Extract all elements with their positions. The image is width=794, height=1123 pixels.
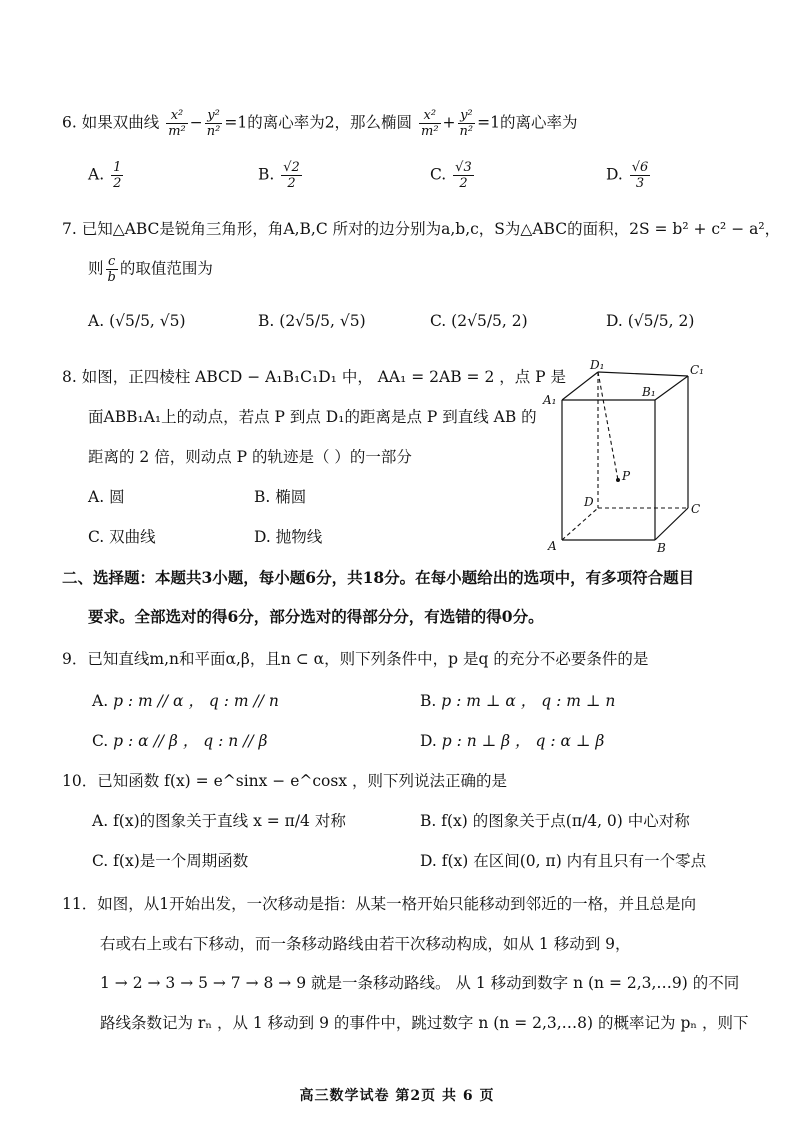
option-label: C.	[92, 732, 109, 750]
label-b: B	[657, 541, 666, 555]
q10-number: 10．	[62, 772, 98, 790]
q10-stem	[62, 770, 507, 792]
q9-text: 已知直线m,n和平面α,β，且n ⊂ α，则下列条件中，p 是q 的充分不必要条件的是	[87, 650, 649, 668]
q10-option-c	[92, 850, 248, 872]
option-label: A.	[92, 812, 109, 830]
q8-text-2: 面ABB₁A₁上的动点，若点 P 到点 D₁的距离是点 P 到直线 AB 的	[88, 408, 537, 426]
edge-b1c1	[655, 376, 688, 400]
option-label: C.	[430, 312, 447, 330]
option-text: 双曲线	[109, 528, 156, 546]
option-label: B.	[420, 692, 437, 710]
q8-option-c	[88, 526, 156, 548]
option-label: B.	[254, 488, 271, 506]
option-label: C.	[430, 165, 447, 184]
q7-option-c	[430, 310, 528, 332]
option-text: (2√5/5, √5)	[279, 312, 366, 330]
option-text: 抛物线	[275, 528, 323, 546]
hyperbola-frac-y: $\frac{\text{y²}}{\text{n²}}$	[206, 108, 221, 139]
option-text: p : m ⊥ α ， q : m ⊥ n	[441, 692, 616, 710]
q6-option-b	[258, 160, 304, 191]
option-label: D.	[420, 852, 437, 870]
q6-number: 6.	[62, 113, 77, 132]
option-text: (√5/5, √5)	[109, 312, 186, 330]
option-frac: $\frac{√6}{3}$	[631, 160, 649, 191]
edge-a1d1	[562, 372, 598, 400]
q9-option-d	[420, 730, 604, 752]
q7-line2-pre: 则	[88, 259, 104, 278]
q11-stem-line3: 1 → 2 → 3 → 5 → 7 → 8 → 9 就是一条移动路线。 从 1 移动到数字 n (n = 2,3,…9) 的不同	[100, 974, 740, 992]
option-text: (2√5/5, 2)	[451, 312, 528, 330]
label-c: C	[691, 502, 701, 516]
q7-option-d	[606, 310, 694, 332]
q11-number: 11．	[62, 895, 98, 913]
q6-option-d	[606, 160, 652, 191]
q8-option-d	[254, 526, 322, 548]
q11-stem-line1	[62, 893, 696, 915]
option-text: f(x) 在区间(0, π) 内有且只有一个零点	[441, 852, 707, 870]
q8-number: 8.	[62, 368, 77, 386]
section2-heading-cont: 要求。全部选对的得6分，部分选对的得部分分，有选错的得0分。	[88, 607, 544, 626]
option-label: C.	[92, 852, 109, 870]
q10-option-a	[92, 810, 346, 832]
ellipse-frac-y: $\frac{\text{y²}}{\text{n²}}$	[459, 108, 474, 139]
option-label: C.	[88, 528, 105, 546]
option-text: 椭圆	[275, 488, 307, 506]
segment-d1p	[598, 372, 618, 480]
option-frac: $\frac{1}{2}$	[113, 160, 122, 191]
option-label: D.	[606, 312, 623, 330]
option-label: D.	[606, 165, 623, 184]
option-label: B.	[258, 312, 275, 330]
option-text: (√5/5, 2)	[627, 312, 695, 330]
label-d: D	[584, 495, 594, 509]
option-frac: $\frac{√3}{2}$	[455, 160, 472, 191]
q8-text-3: 距离的 2 倍，则动点 P 的轨迹是（ ）的一部分	[88, 448, 412, 466]
option-text: p : n ⊥ β ， q : α ⊥ β	[441, 732, 605, 750]
option-label: B.	[258, 165, 275, 184]
q11-text-1: 如图，从1开始出发，一次移动是指：从某一格开始只能移动到邻近的一格，并且总是向	[97, 895, 697, 913]
q6-option-c	[430, 160, 476, 191]
label-p: P	[622, 469, 631, 483]
label-a: A	[548, 539, 557, 553]
q6-text-post: 的离心率为	[500, 113, 578, 132]
label-c1: C₁	[690, 363, 704, 377]
q8-stem-line2	[88, 406, 537, 428]
q7-stem-line2	[88, 254, 213, 285]
q9-stem	[62, 648, 648, 670]
q10-option-d	[420, 850, 706, 872]
option-text: 圆	[109, 488, 125, 506]
q10-text: 已知函数 f(x) = e^sinx − e^cosx ，则下列说法正确的是	[97, 772, 508, 790]
q6-option-a	[88, 160, 125, 191]
option-label: D.	[254, 528, 271, 546]
page-footer: 高三数学试卷 第2页 共 6 页	[299, 1088, 495, 1104]
q7-option-b	[258, 310, 366, 332]
edge-ad-hidden	[562, 508, 598, 540]
option-text: p : m // α ， q : m // n	[113, 692, 279, 710]
q6-text-mid: 的离心率为2，那么椭圆	[247, 113, 413, 132]
q8-stem-line1	[62, 366, 566, 388]
point-p	[616, 478, 620, 482]
c-over-b-frac: $\frac{c}{b}$	[107, 254, 116, 285]
option-label: B.	[420, 812, 437, 830]
q7-number: 7.	[62, 220, 77, 238]
option-frac: $\frac{√2}{2}$	[283, 160, 300, 191]
q6-text-pre: 如果双曲线	[81, 113, 160, 132]
option-label: D.	[420, 732, 437, 750]
option-label: A.	[88, 312, 105, 330]
q9-option-c	[92, 730, 268, 752]
label-d1: D₁	[590, 360, 605, 372]
q6-stem: 6. 如果双曲线 $\frac{\text{x²}}{\text{m²}}$ − $\frac{\text{y²}}{\text{n²}}$ =1的离心率为2，那么椭圆 $\frac{\text{x²}}{\text{m²}}$ + $\frac{\text{y²}}{\text{n²}}$ =1的离心率为	[62, 108, 578, 139]
q9-number: 9．	[62, 650, 88, 668]
q7-line2-post: 的取值范围为	[119, 259, 213, 278]
hyperbola-frac-x: $\frac{\text{x²}}{\text{m²}}$	[168, 108, 186, 139]
edge-bc	[655, 508, 688, 540]
option-text: f(x) 的图象关于点(π/4, 0) 中心对称	[441, 812, 690, 830]
q7-option-a	[88, 310, 186, 332]
q9-option-a	[92, 690, 279, 712]
q11-stem-line2: 右或右上或右下移动，而一条移动路线由若干次移动构成，如从 1 移动到 9，	[100, 935, 631, 953]
q8-option-b	[254, 486, 306, 508]
option-text: p : α // β ， q : n // β	[113, 732, 268, 750]
label-b1: B₁	[642, 385, 656, 399]
q7-stem-line1	[62, 218, 780, 240]
ellipse-frac-x: $\frac{\text{x²}}{\text{m²}}$	[421, 108, 439, 139]
option-text: f(x)是一个周期函数	[113, 852, 249, 870]
label-a1: A₁	[543, 393, 557, 407]
q7-text: 已知△ABC是锐角三角形，角A,B,C 所对的边分别为a,b,c，S为△ABC的面积，2S = b² + c² − a²，	[81, 220, 781, 238]
option-label: A.	[92, 692, 109, 710]
q9-option-b	[420, 690, 615, 712]
prism-figure	[540, 360, 720, 555]
q8-option-a	[88, 486, 125, 508]
q8-text-1: 如图，正四棱柱 ABCD − A₁B₁C₁D₁ 中， AA₁ = 2AB = 2 ，点 P 是	[81, 368, 567, 386]
option-text: f(x)的图象关于直线 x = π/4 对称	[113, 812, 346, 830]
section2-heading: 二、选择题：本题共3小题，每小题6分，共18分。在每小题给出的选项中，有多项符合题目	[62, 568, 695, 587]
option-label: A.	[88, 488, 105, 506]
q8-stem-line3	[88, 446, 412, 468]
edge-d1c1	[598, 372, 688, 376]
q10-option-b	[420, 810, 690, 832]
option-label: A.	[88, 165, 105, 184]
q11-stem-line4: 路线条数记为 rₙ ，从 1 移动到 9 的事件中，跳过数字 n (n = 2,3,…8) 的概率记为 pₙ ，则下	[100, 1014, 749, 1032]
